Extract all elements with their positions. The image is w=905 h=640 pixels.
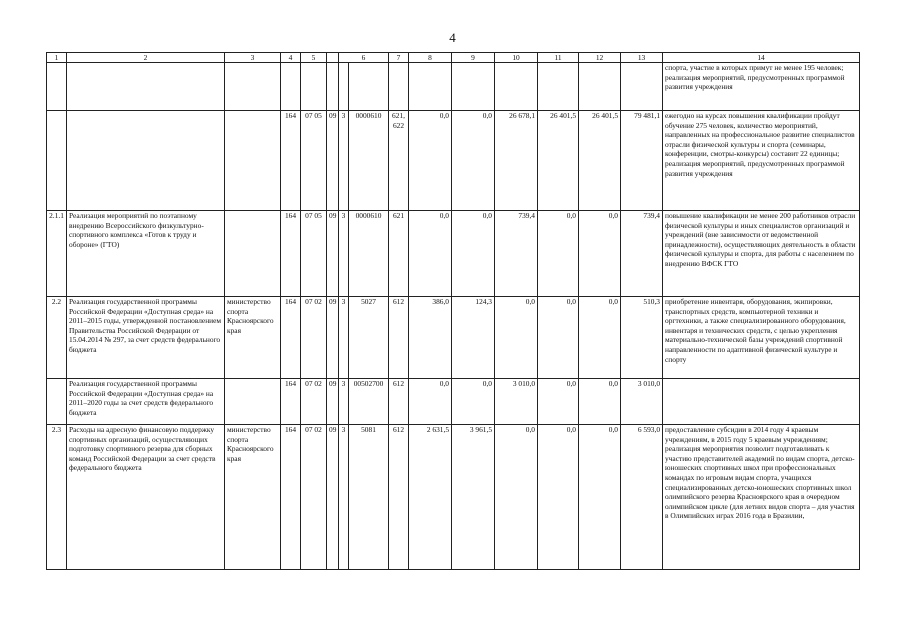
executor-cell: министерство спорта Красноярского края xyxy=(225,425,281,570)
header-cell: 10 xyxy=(495,53,538,63)
subprogram-code-cell: 3 xyxy=(339,211,349,297)
executor-cell xyxy=(225,379,281,425)
activity-name-cell: Реализация государственной программы Российской Федерации «Доступная среда» на 2011–2015 годы, утвержденной постановлением Правительства Российской Федерации от 15.04.2014 № 297, за счет средств федерального бюджета xyxy=(67,297,225,379)
rzpr-code-cell xyxy=(301,63,327,111)
header-cell: 8 xyxy=(409,53,452,63)
row-number-cell xyxy=(47,111,67,211)
header-cell: 1 xyxy=(47,53,67,63)
executor-cell xyxy=(225,211,281,297)
amount-total-cell: 6 593,0 xyxy=(621,425,663,570)
amount-year1-cell: 386,0 xyxy=(409,297,452,379)
executor-cell: министерство спорта Красноярского края xyxy=(225,297,281,379)
subprogram-code-cell: 3 xyxy=(339,425,349,570)
amount-year2-cell xyxy=(452,63,495,111)
grbs-code-cell: 164 xyxy=(281,379,301,425)
header-cell: 12 xyxy=(579,53,621,63)
activity-name-cell: Реализация государственной программы Российской Федерации «Доступная среда» на 2011–2020 годы за счет средств федерального бюджета xyxy=(67,379,225,425)
amount-year5-cell xyxy=(579,63,621,111)
amount-year1-cell: 2 631,5 xyxy=(409,425,452,570)
rzpr-code-cell: 07 05 xyxy=(301,211,327,297)
row-number-cell xyxy=(47,379,67,425)
amount-year5-cell: 0,0 xyxy=(579,211,621,297)
program-code-cell: 09 xyxy=(327,379,339,425)
amount-year1-cell: 0,0 xyxy=(409,379,452,425)
header-cell: 3 xyxy=(225,53,281,63)
subprogram-code-cell: 3 xyxy=(339,111,349,211)
amount-year4-cell: 0,0 xyxy=(538,297,579,379)
header-cell: 14 xyxy=(663,53,860,63)
header-row xyxy=(47,53,860,63)
amount-year3-cell xyxy=(495,63,538,111)
header-cell: 7 xyxy=(389,53,409,63)
csr-code-cell: 0000610 xyxy=(349,211,389,297)
csr-code-cell: 00502700 xyxy=(349,379,389,425)
table-row xyxy=(47,297,860,379)
amount-year4-cell: 0,0 xyxy=(538,211,579,297)
amount-year5-cell: 0,0 xyxy=(579,297,621,379)
program-code-cell: 09 xyxy=(327,297,339,379)
amount-year3-cell: 739,4 xyxy=(495,211,538,297)
amount-year4-cell: 0,0 xyxy=(538,379,579,425)
program-code-cell xyxy=(327,63,339,111)
header-cell: 13 xyxy=(621,53,663,63)
amount-year5-cell: 0,0 xyxy=(579,425,621,570)
header-cell: 11 xyxy=(538,53,579,63)
vr-code-cell xyxy=(389,63,409,111)
grbs-code-cell: 164 xyxy=(281,297,301,379)
vr-code-cell: 621, 622 xyxy=(389,111,409,211)
amount-year5-cell: 0,0 xyxy=(579,379,621,425)
rzpr-code-cell: 07 05 xyxy=(301,111,327,211)
rzpr-code-cell: 07 02 xyxy=(301,297,327,379)
amount-year1-cell: 0,0 xyxy=(409,211,452,297)
table-row xyxy=(47,211,860,297)
row-number-cell xyxy=(47,63,67,111)
header-cell: 4 xyxy=(281,53,301,63)
header-cell xyxy=(327,53,339,63)
table-row xyxy=(47,379,860,425)
row-number-cell: 2.2 xyxy=(47,297,67,379)
activity-name-cell xyxy=(67,111,225,211)
header-cell: 9 xyxy=(452,53,495,63)
amount-year1-cell xyxy=(409,63,452,111)
amount-year2-cell: 3 961,5 xyxy=(452,425,495,570)
expected-result-cell: предоставление субсидии в 2014 году 4 краевым учреждениям, в 2015 году 5 краевым учреждениям; реализация мероприятия позволит подготавливать к участию представителей академий по видам спорта, детско-юношеских спортивных школ при профессиональных командах по игровым видам спорта, учащихся специализированных детско-юношеских спортивных школ олимпийского резерва Красноярского края в очередном олимпийском цикле (для летних видов спорта – для участия в Олимпийских играх 2016 года в Бразилии, xyxy=(663,425,860,570)
amount-total-cell: 739,4 xyxy=(621,211,663,297)
table-row xyxy=(47,111,860,211)
amount-year1-cell: 0,0 xyxy=(409,111,452,211)
program-code-cell: 09 xyxy=(327,211,339,297)
amount-year2-cell: 0,0 xyxy=(452,379,495,425)
activity-name-cell xyxy=(67,63,225,111)
vr-code-cell: 612 xyxy=(389,425,409,570)
rzpr-code-cell: 07 02 xyxy=(301,379,327,425)
table-row xyxy=(47,63,860,111)
csr-code-cell: 5027 xyxy=(349,297,389,379)
vr-code-cell: 612 xyxy=(389,297,409,379)
header-cell: 6 xyxy=(339,53,389,63)
page-number: 4 xyxy=(449,30,456,45)
expected-result-cell: спорта, участие в которых примут не менее 195 человек; реализация мероприятий, предусмотренных программой развития учреждения xyxy=(663,63,860,111)
program-activities-table xyxy=(46,52,860,570)
vr-code-cell: 621 xyxy=(389,211,409,297)
executor-cell xyxy=(225,111,281,211)
header-cell: 5 xyxy=(301,53,327,63)
amount-year2-cell: 124,3 xyxy=(452,297,495,379)
row-number-cell: 2.3 xyxy=(47,425,67,570)
grbs-code-cell: 164 xyxy=(281,111,301,211)
amount-year3-cell: 3 010,0 xyxy=(495,379,538,425)
amount-year4-cell: 26 401,5 xyxy=(538,111,579,211)
expected-result-cell xyxy=(663,379,860,425)
expected-result-cell: повышение квалификации не менее 200 работников отрасли физической культуры и иных специалистов организаций и учреждений (вне зависимости от ведомственной принадлежности), осуществляющих деятельность в области физической культуры и спорта, для работы с населением по внедрению ВФСК ГТО xyxy=(663,211,860,297)
amount-year2-cell: 0,0 xyxy=(452,111,495,211)
expected-result-cell: ежегодно на курсах повышения квалификации пройдут обучение 275 человек, количество мероприятий, направленных на профессиональное развитие специалистов отрасли физической культуры и спорта (семинары, конференции, смотры-конкурсы) составит 22 единицы; реализация мероприятий, предусмотренных программой развития учреждения xyxy=(663,111,860,211)
vr-code-cell: 612 xyxy=(389,379,409,425)
program-code-cell: 09 xyxy=(327,111,339,211)
subprogram-code-cell: 3 xyxy=(339,297,349,379)
program-code-cell: 09 xyxy=(327,425,339,570)
grbs-code-cell xyxy=(281,63,301,111)
amount-year3-cell: 26 678,1 xyxy=(495,111,538,211)
activity-name-cell: Реализация мероприятий по поэтапному внедрению Всероссийского физкультурно-спортивного комплекса «Готов к труду и обороне» (ГТО) xyxy=(67,211,225,297)
amount-total-cell xyxy=(621,63,663,111)
executor-cell xyxy=(225,63,281,111)
grbs-code-cell: 164 xyxy=(281,425,301,570)
amount-year2-cell: 0,0 xyxy=(452,211,495,297)
subprogram-code-cell: 3 xyxy=(339,379,349,425)
csr-code-cell xyxy=(349,63,389,111)
amount-total-cell: 3 010,0 xyxy=(621,379,663,425)
amount-total-cell: 510,3 xyxy=(621,297,663,379)
csr-code-cell: 5081 xyxy=(349,425,389,570)
subprogram-code-cell xyxy=(339,63,349,111)
amount-year3-cell: 0,0 xyxy=(495,297,538,379)
row-number-cell: 2.1.1 xyxy=(47,211,67,297)
rzpr-code-cell: 07 02 xyxy=(301,425,327,570)
table-row xyxy=(47,425,860,570)
amount-year3-cell: 0,0 xyxy=(495,425,538,570)
header-cell: 2 xyxy=(67,53,225,63)
amount-year5-cell: 26 401,5 xyxy=(579,111,621,211)
activity-name-cell: Расходы на адресную финансовую поддержку спортивных организаций, осуществляющих подготовку спортивного резерва для сборных команд Российской Федерации за счет средств федерального бюджета xyxy=(67,425,225,570)
csr-code-cell: 0000610 xyxy=(349,111,389,211)
amount-year4-cell xyxy=(538,63,579,111)
grbs-code-cell: 164 xyxy=(281,211,301,297)
amount-total-cell: 79 481,1 xyxy=(621,111,663,211)
expected-result-cell: приобретение инвентаря, оборудования, экипировки, транспортных средств, компьютерной техники и оргтехники, а также специализированного оборудования, инвентаря и технических средств, с целью укрепления материально-технической базы учреждений спортивной направленности по адаптивной физической культуре и спорту xyxy=(663,297,860,379)
amount-year4-cell: 0,0 xyxy=(538,425,579,570)
